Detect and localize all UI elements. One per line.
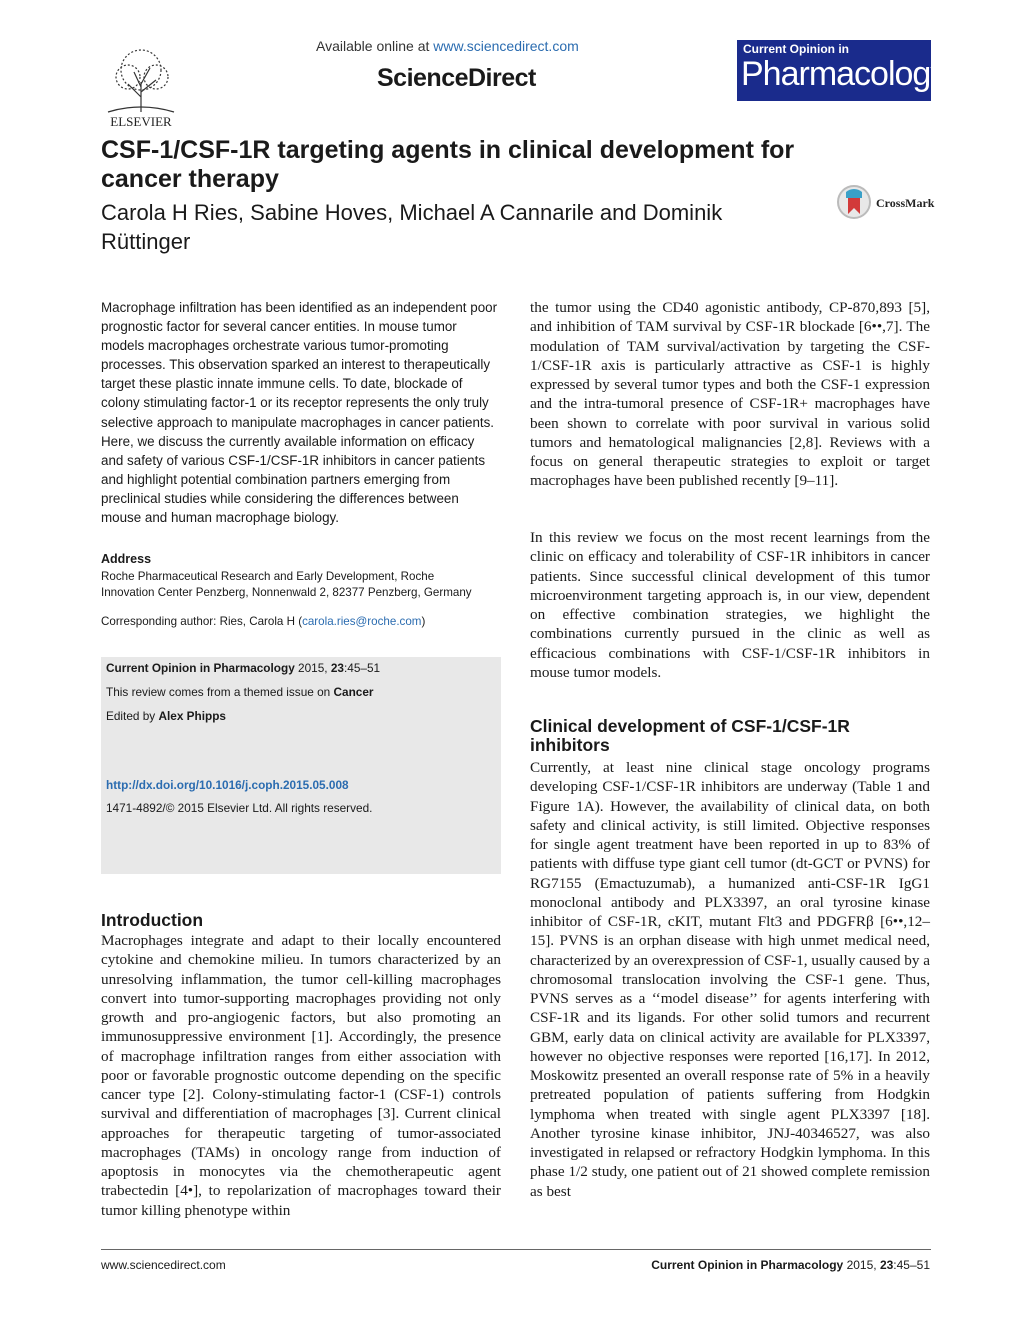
address-line-2: Innovation Center Penzberg, Nonnenwald 2, 82377 Penzberg, Germany <box>101 586 472 599</box>
corresponding-author <box>101 615 521 628</box>
right-paragraph-3: Currently, at least nine clinical stage oncology programs developing CSF-1/CSF-1R inhibitors are underway (Table 1 and Figure 1A). However, the availability of clinical data, on both safety and clinical activity, is still limited. Objective responses for single agent treatment have been reported in up to 83% of patients with diffuse type giant cell tumor (dt-GCT or PVNS) for RG7155 (Emactuzumab), a humanized anti-CSF-1R IgG1 monoclonal antibody and PLX3397, an oral tyrosine kinase inhibitor of CSF-1R, cKIT, mutant Flt3 and PDGFRβ [6••,12–15]. PVNS is an orphan disease with high unmet medical need, characterized by an overexpression of CSF-1, usually caused by a chromosomal translocation involving the CSF-1 gene. Thus, PVNS serves as a ‘‘model disease’’ for agents interfering with CSF-1R and its ligands. For other solid tumors and recurrent GBM, early data on clinical activity are available for PLX3397, however no objective responses were reported [16,17]. In 2012, Moskowitz presented an overall response rate of 5% in a heavily pretreated population of patients suffering from Hodgkin lymphoma when treated with single agent PLX3397 [18]. Another tyrosine kinase inhibitor, JNJ-40346527, was also investigated in relapsed or refractory Hodgkin lymphoma. In this phase 1/2 study, one patient out of 21 showed complete remission as best <box>530 759 930 1200</box>
info-editor-name: Alex Phipps <box>158 709 226 723</box>
crossmark-label: CrossMark <box>876 196 935 210</box>
footer-pages: :45–51 <box>893 1258 930 1272</box>
info-year: 2015, <box>294 661 331 675</box>
available-prefix: Available online at <box>316 38 434 54</box>
corresponding-email-link[interactable]: carola.ries@roche.com <box>302 615 422 628</box>
info-editor <box>106 709 226 723</box>
article-title: CSF-1/CSF-1R targeting agents in clinical development for cancer therapy <box>101 136 795 193</box>
footer-url[interactable]: www.sciencedirect.com <box>101 1258 226 1272</box>
right-paragraph-1: the tumor using the CD40 agonistic antibody, CP-870,893 [5], and inhibition of TAM survival by CSF-1R blockade [6••,7]. The modulation of TAM survival/activation by targeting the CSF-1/CSF-1R axis is particularly attractive as CSF-1 is highly expressed by several tumor types and both the CSF-1 expression and the intra-tumoral presence of CSF-1R+ macrophages have been shown to correlate with poor survival in various solid tumors and hematological malignancies [2,8]. Reviews with a focus on general therapeutic strategies to exploit or target macrophages have been published recently [9–11]. <box>530 299 930 490</box>
footer-divider <box>101 1249 931 1250</box>
info-pages: :45–51 <box>343 661 381 675</box>
info-volume: 23 <box>330 661 344 675</box>
info-edited-prefix: Edited by <box>106 709 159 723</box>
footer-year: 2015, <box>843 1258 880 1272</box>
info-theme-name: Cancer <box>333 685 374 699</box>
footer-volume: 23 <box>879 1258 894 1272</box>
journal-logo-small: Current Opinion in <box>743 42 849 56</box>
footer-citation <box>651 1258 930 1272</box>
article-info-box <box>101 657 501 874</box>
corresponding-suffix: ) <box>421 615 426 628</box>
address-label: Address <box>101 552 152 566</box>
introduction-heading: Introduction <box>101 910 204 930</box>
address <box>101 569 511 601</box>
info-theme-prefix: This review comes from a themed issue on <box>106 685 334 699</box>
journal-logo-big: Pharmacology <box>741 55 947 93</box>
sciencedirect-link[interactable]: www.sciencedirect.com <box>433 38 579 54</box>
abstract: Macrophage infiltration has been identified as an independent poor prognostic factor for several cancer entities. In mouse tumor models macrophages orchestrate various tumor-promoting processes. This observation sparked an interest to therapeutically target these plastic innate immune cells. To date, blockade of colony stimulating factor-1 or its receptor represents the only truly selective approach to manipulate macrophages in cancer patients. Here, we discuss the currently available information on efficacy and safety of various CSF-1/CSF-1R inhibitors in cancer patients and highlight potential combination partners emerging from preclinical studies while considering the differences between mouse and human macrophage biology. <box>101 300 498 526</box>
elsevier-logo <box>98 42 184 130</box>
info-theme <box>106 685 374 699</box>
available-online <box>316 38 579 54</box>
info-citation <box>106 661 380 675</box>
doi-link[interactable]: http://dx.doi.org/10.1016/j.coph.2015.05.008 <box>106 778 349 792</box>
article-authors: Carola H Ries, Sabine Hoves, Michael A Cannarile and Dominik Rüttinger <box>101 200 723 254</box>
crossmark-badge[interactable] <box>836 184 936 224</box>
sciencedirect-wordmark: ScienceDirect <box>377 64 536 92</box>
introduction-text: Macrophages integrate and adapt to their locally encountered cytokine and chemokine milieu. In tumors characterized by an unresolving inflammation, the tumor cell-killing macrophages convert into tumor-supporting macrophages providing not only growth and pro-angiogenic factors, but also promoting an immunosuppressive environment [1]. Accordingly, the presence of macrophage infiltration ranges from either association with poor or favorable prognostic outcome depending on the specific cancer type [2]. Colony-stimulating factor-1 (CSF-1) controls survival and differentiation of macrophages [3]. Current clinical approaches for therapeutic targeting of tumor-associated macrophages (TAMs) in oncology range from induction of apoptosis in monocytes via the chemotherapeutic agent trabectedin [4•], to repolarization of macrophages toward their tumor killing phenotype within <box>101 932 501 1219</box>
info-copyright: 1471-4892/© 2015 Elsevier Ltd. All rights reserved. <box>106 801 373 815</box>
elsevier-wordmark: ELSEVIER <box>110 114 172 129</box>
corresponding-prefix: Corresponding author: Ries, Carola H ( <box>101 615 303 628</box>
journal-logo <box>737 40 947 101</box>
clinical-development-heading: Clinical development of CSF-1/CSF-1R inhibitors <box>530 716 850 755</box>
address-line-1: Roche Pharmaceutical Research and Early Development, Roche <box>101 570 435 583</box>
info-journal: Current Opinion in Pharmacology <box>106 661 295 675</box>
right-paragraph-2: In this review we focus on the most recent learnings from the clinic on efficacy and tolerability of CSF-1R inhibitors in cancer patients. Since successful clinical development of this tumor microenvironment targeting approach is, in our view, dependent on effective combination strategies, we highlight the combinations currently pursued in the clinic as well as efficacious combinations with CSF-1/CSF-1R inhibitors in mouse tumor models. <box>530 529 930 681</box>
crossmark-icon <box>836 184 872 222</box>
footer-journal: Current Opinion in Pharmacology <box>651 1258 844 1272</box>
